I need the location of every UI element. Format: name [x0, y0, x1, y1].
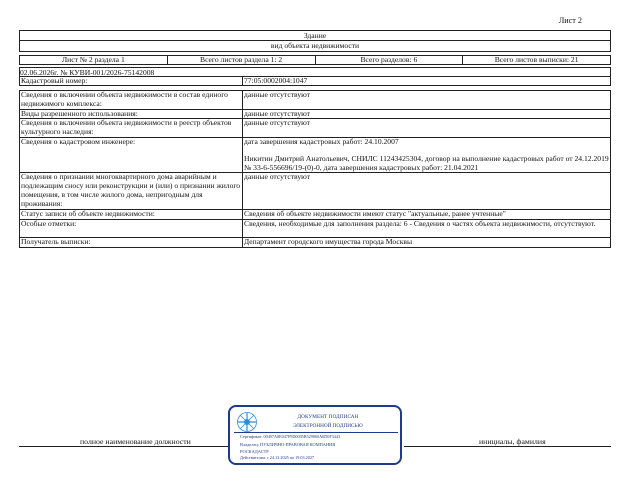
stamp-subtitle: ЭЛЕКТРОННОЙ ПОДПИСЬЮ: [293, 423, 363, 429]
engineer-completion-date: дата завершения кадастровых работ: 24.10.2007: [244, 136, 399, 146]
row-value: данные отсутствуют: [243, 91, 611, 110]
stamp-owner: Владелец: ПУБЛИЧНО-ПРАВОВАЯ КОМПАНИЯ: [240, 442, 336, 447]
section-header: [19, 30, 611, 52]
row-label: Сведения о признании многоквартирного дома аварийным и подлежащим сносу или реконструкции и (или) о признании жилого помещения, в том числе жилого дома, непригодным для проживания:: [20, 173, 243, 210]
roskadastr-logo-icon: [236, 411, 258, 433]
name-label: инициалы, фамилия: [479, 437, 546, 446]
object-details-table: [19, 90, 611, 248]
extract-sheets-total: Всего листов выписки: 21: [494, 55, 579, 64]
engineer-details: Никитин Дмитрий Анатольевич, СНИЛС 11243425304, договор на выполнение кадастровых работ от 24.12.2019 № 33-6-556696/19-(0)-0, дата завершения кадастровых работ: 21.04.2021: [244, 153, 609, 172]
row-label: Статус записи об объекте недвижимости:: [20, 210, 243, 220]
sheets-in-section: Всего листов раздела 1: 2: [168, 56, 316, 64]
row-value: данные отсутствуют: [243, 173, 611, 210]
sections-total: Всего разделов: 6: [316, 56, 464, 64]
table-row: [20, 220, 611, 238]
cadastral-number-row: [19, 76, 611, 86]
object-type-subtitle: вид объекта недвижимости: [270, 41, 360, 50]
section-title: Здание: [20, 31, 610, 41]
row-label: Сведения о кадастровом инженере:: [20, 137, 243, 172]
cadastral-number-value: 77:05:0002004:1047: [244, 76, 308, 85]
table-row: [20, 91, 611, 110]
row-label: Получатель выписки:: [20, 238, 243, 248]
stamp-owner-name: РОСКАДАСТР: [240, 449, 269, 454]
position-label: полное наименование должности: [80, 437, 191, 446]
row-label: Особые отметки:: [20, 220, 243, 238]
table-row: [20, 173, 611, 210]
table-row: [20, 238, 611, 248]
row-label: Сведения о включении объекта недвижимости в состав единого недвижимого комплекса:: [20, 91, 243, 110]
sheet-count-row: [19, 55, 611, 65]
stamp-title: ДОКУМЕНТ ПОДПИСАН: [297, 414, 359, 420]
row-label: Виды разрешенного использования:: [20, 109, 243, 119]
row-value: Департамент городского имущества города Москвы: [243, 238, 611, 248]
stamp-divider: [234, 432, 398, 433]
row-label: Сведения о включении объекта недвижимости в реестр объектов культурного наследия:: [20, 119, 243, 138]
sheet-of-section: Лист № 2 раздела 1: [20, 56, 168, 64]
row-value: данные отсутствуют: [243, 109, 611, 119]
sheet-number: Лист 2: [558, 16, 582, 25]
row-value: Сведения, необходимые для заполнения раздела: 6 - Сведения о частях объекта недвижимости, отсутствуют.: [243, 220, 611, 238]
document-number-line: 02.06.2026г. № КУВИ-001/2026-75142008: [19, 67, 611, 76]
electronic-signature-stamp: [228, 405, 402, 465]
row-value: данные отсутствуют: [243, 119, 611, 138]
row-value: Сведения об объекте недвижимости имеют статус "актуальные, ранее учтенные": [243, 210, 611, 220]
row-value: [243, 137, 611, 172]
stamp-certificate: Сертификат: 00497A0E047F9D0005B529860A0D0F3443: [240, 434, 341, 439]
table-row: [20, 119, 611, 138]
table-row: [20, 137, 611, 172]
cadastral-number-label: Кадастровый номер:: [20, 77, 243, 85]
stamp-validity: Действителен: с 24.12.2025 по 19.03.2027: [240, 455, 315, 460]
